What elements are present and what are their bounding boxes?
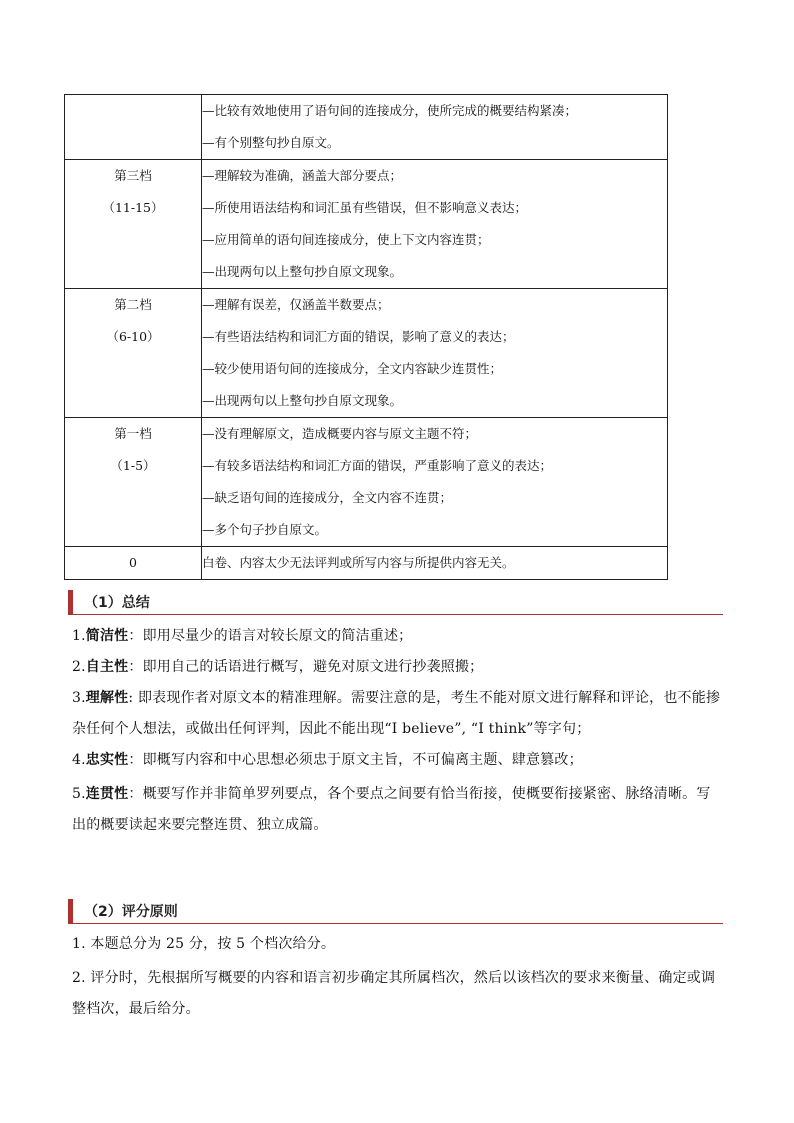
item-text: ：即用自己的话语进行概写，避免对原文进行抄袭照搬；: [128, 659, 484, 675]
table-row: [65, 95, 668, 160]
scoring-item: 1. 本题总分为 25 分，按 5 个档次给分。: [72, 936, 336, 952]
criterion-line: —出现两句以上整句抄自原文现象。: [202, 393, 403, 408]
level-cell: [65, 160, 202, 289]
summary-item: [72, 779, 722, 841]
description-cell: [202, 160, 668, 289]
description-cell: [202, 95, 668, 160]
section-marker-bar: [68, 590, 73, 614]
description-cell: [202, 289, 668, 418]
item-number: 3.: [72, 690, 86, 706]
item-text: : 即表现作者对原文本的精准理解。需要注意的是，考生不能对原文进行解释和评论，也不能掺杂任何个人想法，或做出任何评判，因此不能出现“I believe”, “I think”等字句；: [72, 690, 721, 737]
item-number: 4.: [72, 752, 86, 768]
item-number: 5.: [72, 786, 86, 802]
section-header-summary: [68, 586, 723, 615]
level-name: 0: [129, 555, 137, 570]
summary-item: [72, 652, 722, 683]
item-number: 2.: [72, 659, 86, 675]
item-term: 简洁性: [85, 628, 129, 644]
level-cell: [65, 289, 202, 418]
item-text: ：概要写作并非简单罗列要点，各个要点之间要有恰当衔接，使概要衔接紧密、脉络清晰。写出的概要读起来要完整连贯、独立成篇。: [72, 786, 711, 833]
level-range: （1-5）: [110, 458, 156, 473]
item-term: 忠实性: [85, 752, 129, 768]
level-name: 第三档: [114, 168, 152, 183]
table-row: [65, 289, 668, 418]
table-row: [65, 160, 668, 289]
criterion-line: —有较多语法结构和词汇方面的错误，严重影响了意义的表达；: [202, 458, 553, 473]
criterion-line: —应用简单的语句间连接成分，使上下文内容连贯；: [202, 232, 490, 247]
criterion-line: —有些语法结构和词汇方面的错误，影响了意义的表达；: [202, 329, 515, 344]
section-title: （2）评分原则: [84, 904, 178, 920]
summary-item: [72, 621, 722, 652]
item-term: 连贯性: [85, 786, 129, 802]
level-name: 第一档: [114, 426, 152, 441]
criterion-line: —理解有误差，仅涵盖半数要点；: [202, 297, 390, 312]
item-term: 理解性: [85, 690, 129, 706]
summary-item: [72, 745, 722, 776]
criterion-line: —较少使用语句间的连接成分，全文内容缺少连贯性；: [202, 361, 503, 376]
level-range: （6-10）: [106, 329, 160, 344]
table-row: [65, 547, 668, 580]
level-cell: [65, 418, 202, 547]
criterion-line: —多个句子抄自原文。: [202, 522, 328, 537]
table-row: [65, 418, 668, 547]
section-title: （1）总结: [84, 595, 150, 611]
section-header-scoring: [68, 895, 723, 924]
summary-item: [72, 683, 722, 745]
level-cell-empty: [65, 95, 202, 160]
grading-table: [64, 94, 668, 580]
description-cell: [202, 418, 668, 547]
section-marker-bar: [68, 899, 73, 923]
criterion-line: —出现两句以上整句抄自原文现象。: [202, 264, 403, 279]
criterion-line: —缺乏语句间的连接成分，全文内容不连贯；: [202, 490, 453, 505]
criterion-line: —所使用语法结构和词汇虽有些错误，但不影响意义表达；: [202, 200, 528, 215]
criterion-line: 白卷、内容太少无法评判或所写内容与所提供内容无关。: [202, 555, 515, 570]
criterion-line: —有个别整句抄自原文。: [202, 135, 340, 150]
criterion-line: —比较有效地使用了语句间的连接成分，使所完成的概要结构紧凑；: [202, 103, 578, 118]
item-term: 自主性: [85, 659, 129, 675]
item-text: ：即概写内容和中心思想必须忠于原文主旨，不可偏离主题、肆意篡改；: [128, 752, 583, 768]
scoring-item: 2. 评分时，先根据所写概要的内容和语言初步确定其所属档次，然后以该档次的要求来衡量、确定或调整档次，最后给分。: [72, 970, 716, 1017]
item-number: 1.: [72, 628, 86, 644]
criterion-line: —理解较为准确，涵盖大部分要点；: [202, 168, 403, 183]
level-cell: [65, 547, 202, 580]
criterion-line: —没有理解原文，造成概要内容与原文主题不符；: [202, 426, 478, 441]
level-range: （11-15）: [102, 200, 164, 215]
description-cell: [202, 547, 668, 580]
item-text: ：即用尽量少的语言对较长原文的简洁重述；: [128, 628, 413, 644]
level-name: 第二档: [114, 297, 152, 312]
